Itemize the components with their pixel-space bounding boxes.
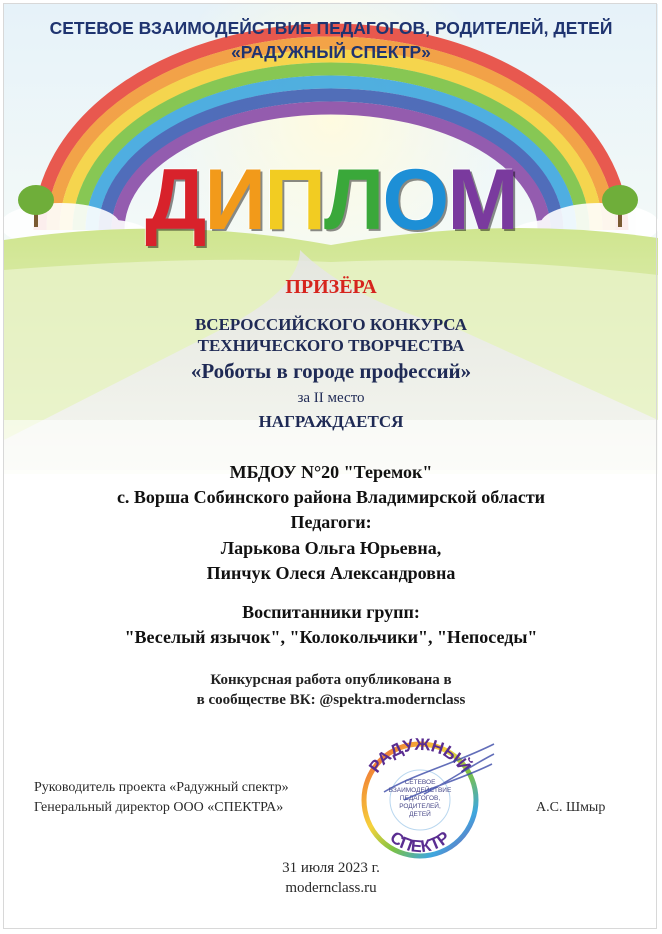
- pupil-groups: "Веселый язычок", "Колокольчики", "Непоседы": [124, 627, 538, 647]
- issue-date: 31 июля 2023 г.: [282, 860, 380, 876]
- seal-center-line: СЕТЕВОЕ: [404, 779, 436, 786]
- network-name: «РАДУЖНЫЙ СПЕКТР»: [231, 42, 431, 62]
- place-label: за II место: [297, 390, 365, 406]
- contest-name: «Роботы в городе профессий»: [190, 359, 472, 383]
- signer-name: А.С. Шмыр: [536, 800, 606, 815]
- seal-bottom-text: СПЕКТР: [386, 827, 454, 857]
- signer-role-1: Руководитель проекта «Радужный спектр»: [34, 780, 289, 795]
- seal-top-text: РАДУЖНЫЙ: [365, 734, 475, 777]
- heading-letter: П: [264, 152, 324, 248]
- network-title: СЕТЕВОЕ ВЗАИМОДЕЙСТВИЕ ПЕДАГОГОВ, РОДИТЕЛЕЙ, ДЕТЕЙ: [49, 18, 613, 38]
- pupils-label: Воспитанники групп:: [242, 602, 420, 622]
- heading-letter: М: [447, 152, 517, 248]
- seal-center-line: ПЕДАГОГОВ,: [399, 795, 441, 802]
- publication-note-1: Конкурсная работа опубликована в: [210, 672, 452, 688]
- contest-line-1: ВСЕРОССИЙСКОГО КОНКУРСА: [194, 315, 468, 334]
- rank-label: ПРИЗЁРА: [285, 276, 377, 298]
- contest-line-2: ТЕХНИЧЕСКОГО ТВОРЧЕСТВА: [197, 336, 465, 355]
- teacher-name-2: Пинчук Олеся Александровна: [206, 563, 456, 583]
- teacher-name-1: Ларькова Ольга Юрьевна,: [220, 538, 442, 558]
- seal-center-line: ВЗАИМОДЕЙСТВИЕ: [388, 787, 452, 794]
- heading-letter: Л: [324, 152, 383, 248]
- organization-seal: [344, 734, 496, 864]
- organization-name: МБДОУ N°20 "Теремок": [229, 462, 433, 482]
- heading-letter: О: [382, 152, 448, 248]
- website: modernclass.ru: [285, 880, 377, 896]
- organization-location: с. Ворша Собинского района Владимирской области: [116, 487, 546, 507]
- seal-center-line: ДЕТЕЙ: [409, 811, 431, 818]
- awarded-label: НАГРАЖДАЕТСЯ: [258, 412, 404, 431]
- publication-note-2: в сообществе ВК: @spektra.modernclass: [196, 692, 466, 708]
- heading-letter: И: [204, 152, 265, 248]
- signer-role-2: Генеральный директор ООО «СПЕКТРА»: [34, 800, 284, 815]
- diploma-heading: [0, 150, 662, 250]
- seal-center-line: РОДИТЕЛЕЙ,: [399, 803, 441, 810]
- teachers-label: Педагоги:: [290, 512, 372, 532]
- heading-letter: Д: [145, 152, 205, 248]
